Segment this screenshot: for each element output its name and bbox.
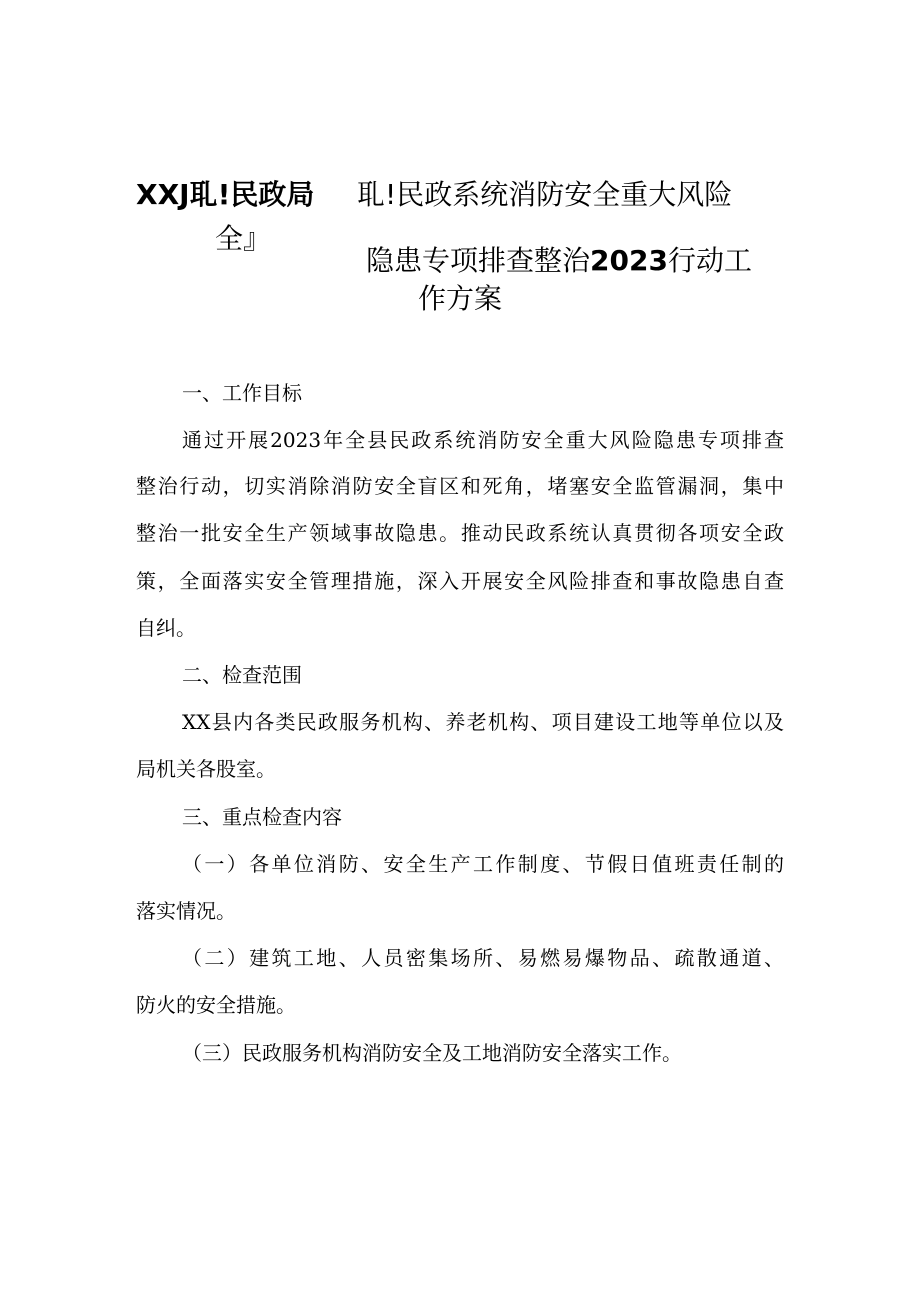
title-right-line-3: 作方案 — [418, 282, 503, 315]
paragraph-goals-line: 整治一批安全生产领域事故隐患。推动民政系统认真贯彻各项安全政 — [136, 521, 784, 545]
list-item-2-line: （二）建筑工地、人员密集场所、易燃易爆物品、疏散通道、 — [182, 946, 784, 970]
paragraph-goals-line: 整治行动，切实消除消防安全盲区和死角，堵塞安全监管漏洞，集中 — [136, 474, 784, 498]
title-left-line-2: 全』 — [215, 222, 272, 255]
title-left-line-1: XXJ耴!民政局 — [136, 178, 315, 211]
list-item-1-line: 落实情况。 — [136, 899, 236, 923]
paragraph-goals-line: 策，全面落实安全管理措施，深入开展安全风险排查和事故隐患自查 — [136, 569, 784, 593]
section-heading-scope: 二、检查范围 — [182, 663, 302, 687]
list-item-2-line: 防火的安全措施。 — [136, 993, 296, 1017]
paragraph-scope-line: XX县内各类民政服务机构、养老机构、项目建设工地等单位以及 — [182, 710, 784, 734]
title-right-line-2-post: 行动工 — [667, 244, 752, 277]
title-right-line-2-pre: 隐患专项排查整治 — [366, 244, 591, 277]
section-heading-goals: 一、工作目标 — [182, 381, 302, 405]
section-heading-key-content: 三、重点检查内容 — [182, 805, 342, 829]
paragraph-goals-line: 自纠。 — [136, 616, 196, 640]
list-item-3: （三）民政服务机构消防安全及工地消防安全落实工作。 — [182, 1041, 682, 1065]
title-right-line-2 — [366, 244, 752, 278]
list-item-1-line: （一）各单位消防、安全生产工作制度、节假日值班责任制的 — [182, 852, 784, 876]
paragraph-scope-line: 局机关各股室。 — [136, 757, 276, 781]
title-right-line-1: 耴!民政系统消防安全重大风险 — [357, 178, 733, 211]
paragraph-goals-line: 通过开展2023年全县民政系统消防安全重大风险隐患专项排查 — [182, 428, 784, 452]
title-year: 2023 — [590, 244, 668, 277]
